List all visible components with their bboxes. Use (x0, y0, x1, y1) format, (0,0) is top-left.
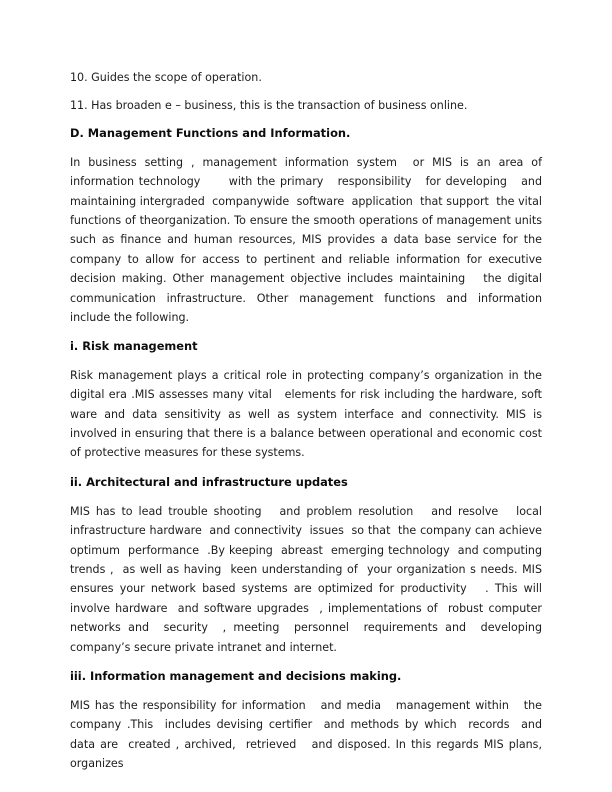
document-body (70, 68, 550, 774)
spacer (70, 492, 542, 502)
paragraph-risk-management: Risk management plays a critical role in protecting company’s organization in the digital era .MIS assesses many vital elements for risk including the hardware, soft ware and data sensitivity as well as system interface and connectivity. MIS is involved in ensuring that there is a balance between operational and economic cost of protective measures for these systems. (70, 368, 546, 460)
spacer (70, 356, 542, 366)
spacer (70, 657, 542, 667)
spacer (70, 87, 542, 96)
section-heading-i: i. Risk management (70, 338, 198, 353)
paragraph-information-management: MIS has the responsibility for information and media management within the company .This includes devising certifier and methods by which records and data are created , archived, retrieved and disposed. In this regards MIS plans, organizes (70, 698, 550, 771)
list-item: 10. Guides the scope of operation. (70, 71, 262, 84)
list-item: 11. Has broaden e – business, this is the transaction of business online. (70, 98, 468, 112)
spacer (70, 686, 542, 696)
section-heading-d: D. Management Functions and Information. (70, 125, 351, 140)
section-heading-iii: iii. Information management and decisions making. (70, 668, 402, 683)
paragraph-architecture: MIS has to lead trouble shooting and problem resolution and resolve local infrastructure hardware and connectivity issues so that the company can achieve optimum performance .By keeping abreast emerging technology and computing trends , as well as having keen understanding of your organization s needs. MIS ensures your network based systems are optimized for productivity . This will involve hardware and software upgrades , implementations of robust computer networks and security , meeting personnel requirements and developing company’s secure private intranet and internet. (70, 504, 550, 654)
spacer (70, 327, 542, 337)
paragraph-intro: In business setting , management information system or MIS is an area of information technology with the primary responsibility for developing and maintaining intergraded companywide software application that support the vital functions of theorganization. To ensure the smooth operations of management units such as finance and human resources, MIS provides a data base service for the company to allow for access to pertinent and reliable information for executive decision making. Other management objective includes maintaining the digital communication infrastructure. Other management functions and information include the following. (70, 155, 546, 324)
spacer (70, 115, 542, 124)
spacer (70, 463, 542, 473)
section-heading-ii: ii. Architectural and infrastructure updates (70, 474, 348, 489)
spacer (70, 143, 542, 153)
